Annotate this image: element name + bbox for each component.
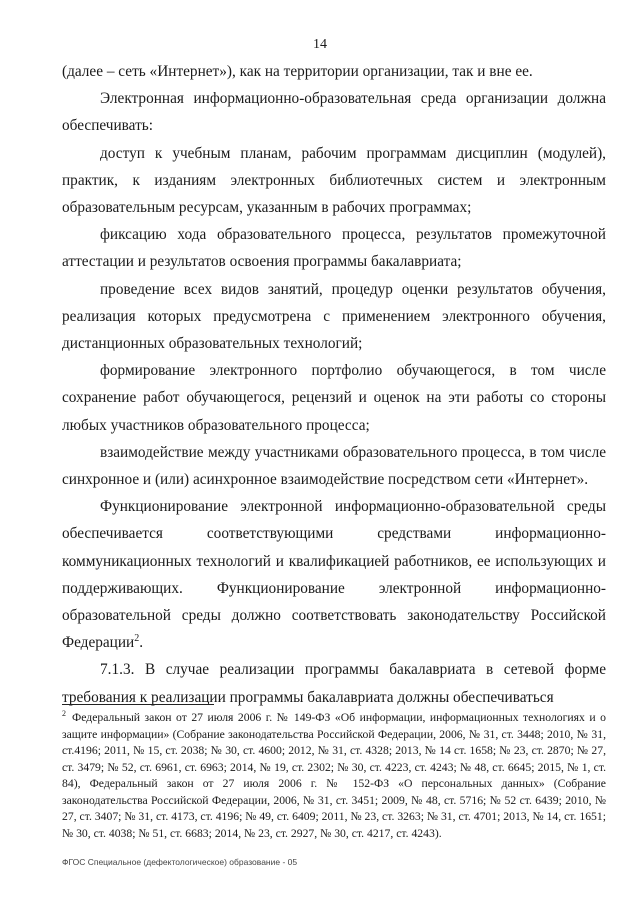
paragraph-text: Функционирование электронной информационно-образовательной среды обеспечивается соответствующими средствами информационно-коммуникационных технологий и квалификацией работников, ее использующих и поддерживающих. Функционирование электронной информационно-образовательной среды должно соответствовать законодательству Российской Федерации <box>62 498 606 652</box>
page-footer: ФГОС Специальное (дефектологическое) образование - 05 <box>62 857 298 867</box>
section-paragraph: 7.1.3. В случае реализации программы бакалавриата в сетевой форме требования к реализации программы бакалавриата должны обеспечиваться <box>62 661 606 706</box>
page-number: 14 <box>313 37 327 52</box>
footnote-reference: 2 <box>134 633 140 645</box>
paragraph: проведение всех видов занятий, процедур оценки результатов обучения, реализация которых предусмотрена с применением электронного обучения, дистанционных образовательных технологий; <box>62 280 606 353</box>
footnote-number: 2 <box>62 709 66 719</box>
footnote-separator <box>62 704 214 705</box>
paragraph: доступ к учебным планам, рабочим программам дисциплин (модулей), практик, к изданиям электронных библиотечных систем и электронным образовательным ресурсам, указанным в рабочих программах; <box>62 144 606 217</box>
paragraph: Электронная информационно-образовательная среда организации должна обеспечивать: <box>62 90 606 135</box>
body-text <box>62 58 606 711</box>
paragraph: фиксацию хода образовательного процесса, результатов промежуточной аттестации и результатов освоения программы бакалавриата; <box>62 226 606 271</box>
footnote-text: Федеральный закон от 27 июля 2006 г. № 149-ФЗ «Об информации, информационных технологиях и о защите информации» (Собрание законодательства Российской Федерации, 2006, № 31, ст. 3448; 2010, № 31, ст.4196; 2011, № 15, ст. 2038; № 30, ст. 4600; 2012, № 31, ст. 4328; 2013, № 14 ст. 1658; № 23, ст. 2870; № 27, ст. 3479; № 52, ст. 6961, ст. 6963; 2014, № 19, ст. 2302; № 30, ст. 4223, ст. 4243; № 48, ст. 6645; 2015, № 1, ст. 84), Федеральный закон от 27 июля 2006 г. № 152-ФЗ «О персональных данных» (Собрание законодательства Российской Федерации, 2006, № 31, ст. 3451; 2009, № 48, ст. 5716; № 52 ст. 6439; 2010, № 27, ст. 3407; № 31, ст. 4173, ст. 4196; № 49, ст. 6409; 2011, № 23, ст. 3263; № 31, ст. 4701; 2013, № 14, ст. 1651; № 30, ст. 4038; № 51, ст. 6683; 2014, № 23, ст. 2927, № 30, ст. 4217, ст. 4243). <box>62 711 606 840</box>
paragraph-with-footnote: Функционирование электронной информационно-образовательной среды обеспечивается соответствующими средствами информационно-коммуникационных технологий и квалификацией работников, ее использующих и поддерживающих. Функционирование электронной информационно-образовательной среды должно соответствовать законодательству Российской Федерации$^2$. <box>62 498 606 652</box>
paragraph: формирование электронного портфолио обучающегося, в том числе сохранение работ обучающегося, рецензий и оценок на эти работы со стороны любых участников образовательного процесса; <box>62 362 606 434</box>
footnote <box>62 710 606 842</box>
paragraph: взаимодействие между участниками образовательного процесса, в том числе синхронное и (или) асинхронное взаимодействие посредством сети «Интернет». <box>62 443 606 489</box>
paragraph: (далее – сеть «Интернет»), как на территории организации, так и вне ее. <box>62 63 533 80</box>
